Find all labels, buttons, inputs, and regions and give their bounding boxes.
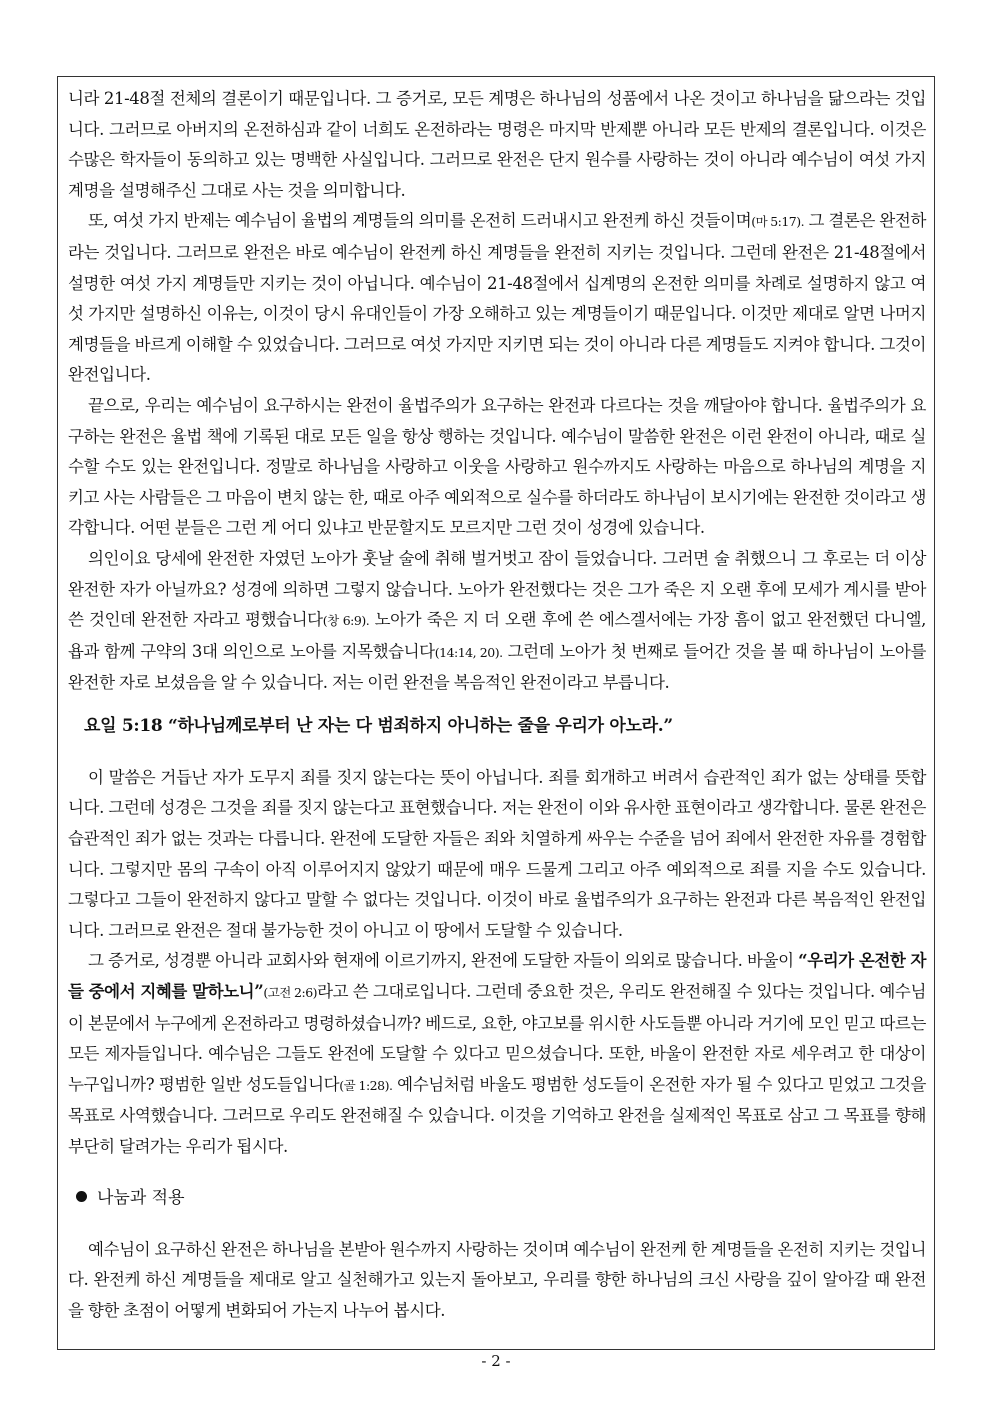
- paragraph-1: 니라 21-48절 전체의 결론이기 때문입니다. 그 증거로, 모든 계명은 하나님의 성품에서 나온 것이고 하나님을 닮으라는 것입니다. 그러므로 아버지의 온전하심과 같이 너희도 온전하라는 명령은 마지막 반제뿐 아니라 모든 반제의 결론입니다. 이것은 수많은 학자들이 동의하고 있는 명백한 사실입니다. 그러므로 완전은 단지 원수를 사랑하는 것이 아니라 예수님이 여섯 가지 계명을 설명해주신 그대로 사는 것을 의미합니다.: [68, 89, 926, 200]
- bullet-icon: [76, 1191, 87, 1202]
- paragraph-4-text-a: 의인이요 당세에 완전한 자였던 노아가 훗날 술에 취해 벌거벗고 잠이 들었습니다. 그러면 술 취했으니 그 후로는 더 이상 완전한 자가 아닐까요? 성경에 의하면 그렇지 않습니다. 노아가 완전했다는 것은 그가 죽은 지 오랜 후에 모세가 계시를 받아 쓴 것인데 완전한 자라고 평했습니다: [68, 548, 926, 630]
- page-number: - 2 -: [481, 1352, 511, 1370]
- paragraph-4: [68, 544, 926, 699]
- paragraph-6: [68, 946, 926, 1162]
- paragraph-7: 예수님이 요구하신 완전은 하나님을 본받아 원수까지 사랑하는 것이며 예수님이 완전케 한 계명들을 온전히 지키는 것입니다. 완전케 하신 계명들을 제대로 알고 실천해가고 있는지 돌아보고, 우리를 향한 하나님의 크신 사랑을 깊이 알아갈 때 완전을 향한 초점이 어떻게 변화되어 가는지 나누어 봅시다.: [68, 1239, 926, 1320]
- paragraph-5: 이 말씀은 거듭난 자가 도무지 죄를 짓지 않는다는 뜻이 아닙니다. 죄를 회개하고 버려서 습관적인 죄가 없는 상태를 뜻합니다. 그런데 성경은 그것을 죄를 짓지 않는다고 표현했습니다. 저는 완전이 이와 유사한 표현이라고 생각합니다. 물론 완전은 습관적인 죄가 없는 것과는 다릅니다. 완전에 도달한 자들은 죄와 치열하게 싸우는 수준을 넘어 죄에서 완전한 자유를 경험합니다. 그렇지만 몸의 구속이 아직 이루어지지 않았기 때문에 매우 드물게 그리고 아주 예외적으로 죄를 지을 수도 있습니다. 그렇다고 그들이 완전하지 않다고 말할 수 없다는 것입니다. 이것이 바로 율법주의가 요구하는 완전과 다른 복음적인 완전입니다. 그러므로 완전은 절대 불가능한 것이 아니고 이 땅에서 도달할 수 있습니다.: [68, 767, 926, 940]
- scripture-reference: (골 1:28).: [339, 1077, 393, 1093]
- paragraph-6-text-a: 그 증거로, 성경뿐 아니라 교회사와 현재에 이르기까지, 완전에 도달한 자들이 의외로 많습니다. 바울이: [88, 951, 799, 971]
- bold-quote: “우리가 온전한 자들 중에서 지혜를 말하노니”: [68, 951, 926, 1002]
- paragraph-6-text-b: 라고 쓴 그대로입니다. 그런데 중요한 것은, 우리도 완전해질 수 있다는 것입니다. 예수님이 본문에서 누구에게 온전하라고 명령하셨습니까? 베드로, 요한, 야고보를 위시한 사도들뿐 아니라 거기에 모인 믿고 따르는 모든 제자들입니다. 예수님은 그들도 완전에 도달할 수 있다고 믿으셨습니다. 또한, 바울이 완전한 자로 세우려고 한 대상이 누구입니까? 평범한 일반 성도들입니다: [68, 982, 926, 1094]
- document-body: [68, 84, 926, 1326]
- paragraph-6-text-c: 예수님처럼 바울도 평범한 성도들이 온전한 자가 될 수 있다고 믿었고 그것을 목표로 사역했습니다. 그러므로 우리도 완전해질 수 있습니다. 이것을 기억하고 완전을 실제적인 목표로 삼고 그 목표를 향해 부단히 달려가는 우리가 됩시다.: [68, 1074, 926, 1156]
- paragraph-3: 끝으로, 우리는 예수님이 요구하시는 완전이 율법주의가 요구하는 완전과 다르다는 것을 깨달아야 합니다. 율법주의가 요구하는 완전은 율법 책에 기록된 대로 모든 일을 항상 행하는 것입니다. 예수님이 말씀한 완전은 이런 완전이 아니라, 때로 실수할 수도 있는 완전입니다. 정말로 하나님을 사랑하고 이웃을 사랑하고 원수까지도 사랑하는 마음으로 하나님의 계명을 지키고 사는 사람들은 그 마음이 변치 않는 한, 때로 아주 예외적으로 실수를 하더라도 하나님이 보시기에는 완전한 것이라고 생각합니다. 어떤 분들은 그런 게 어디 있냐고 반문할지도 모르지만 그런 것이 성경에 있습니다.: [68, 395, 926, 538]
- section-heading: [68, 1183, 926, 1213]
- scripture-reference: (창 6:9).: [322, 613, 370, 629]
- key-verse: 요일 5:18 “하나님께로부터 난 자는 다 범죄하지 아니하는 줄을 우리가 아노라.”: [84, 715, 673, 736]
- paragraph-2: [68, 206, 926, 391]
- section-title: 나눔과 적용: [97, 1187, 185, 1208]
- paragraph-2-text: 또, 여섯 가지 반제는 예수님이 율법의 계명들의 의미를 온전히 드러내시고 완전케 하신 것들이며: [88, 211, 752, 231]
- scripture-reference: (고전 2:6): [263, 985, 318, 1001]
- scripture-reference: (14:14, 20).: [434, 644, 503, 660]
- paragraph-4-text-c: 그런데 노아가 첫 번째로 들어간 것을 볼 때 하나님이 노아를 완전한 자로 보셨음을 알 수 있습니다. 저는 이런 완전을 복음적인 완전이라고 부릅니다.: [68, 641, 926, 693]
- paragraph-4-text-b: 노아가 죽은 지 더 오랜 후에 쓴 에스겔서에는 가장 흠이 없고 완전했던 다니엘, 욥과 함께 구약의 3대 의인으로 노아를 지목했습니다: [68, 610, 926, 661]
- paragraph-2-rest: 그 결론은 완전하라는 것입니다. 그러므로 완전은 바로 예수님이 완전케 하신 계명들을 완전히 지키는 것입니다. 그런데 완전은 21-48절에서 설명한 여섯 가지 계명들만 지키는 것이 아닙니다. 예수님이 21-48절에서 십계명의 온전한 의미를 차례로 설명하지 않고 여섯 가지만 설명하신 이유는, 이것이 당시 유대인들이 가장 오해하고 있는 계명들이기 때문입니다. 이것만 제대로 알면 나머지 계명들을 바르게 이해할 수 있었습니다. 그러므로 여섯 가지만 지키면 되는 것이 아니라 다른 계명들도 지켜야 합니다. 그것이 완전입니다.: [68, 211, 926, 385]
- scripture-reference: (마 5:17).: [751, 214, 805, 230]
